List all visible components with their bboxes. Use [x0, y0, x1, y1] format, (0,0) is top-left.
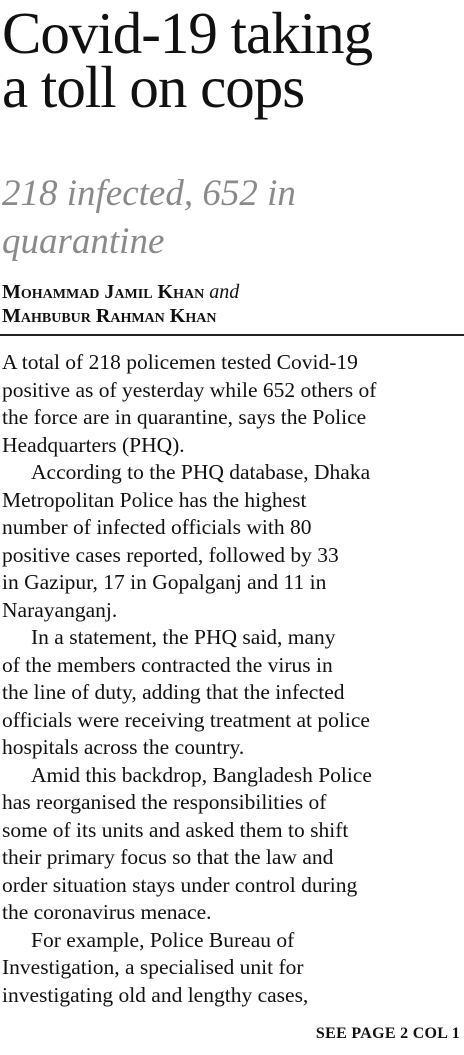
body-line: According to the PHQ database, Dhaka [31, 460, 371, 484]
body-line: Investigation, a specialised unit for [2, 955, 304, 979]
subheadline [2, 170, 462, 266]
author-name: Mahbubur Rahman Khan [2, 305, 217, 327]
byline-line-2 [2, 304, 462, 328]
body-line: in Gazipur, 17 in Gopalganj and 11 in [2, 570, 327, 594]
subheadline-line: 218 infected, 652 in [2, 173, 296, 214]
body-line: investigating old and lengthy cases, [2, 982, 309, 1007]
body-line: the coronavirus menace. [2, 900, 212, 924]
continuation-note: SEE PAGE 2 COL 1 [315, 1025, 460, 1042]
subheadline-line: quarantine [2, 221, 165, 262]
body-line: Narayanganj. [2, 597, 118, 622]
headline-line: Covid-19 taking [2, 0, 373, 66]
body-line: has reorganised the responsibilities of [2, 790, 327, 814]
body-line: Amid this backdrop, Bangladesh Police [31, 762, 372, 787]
body-line: of the members contracted the virus in [2, 652, 333, 677]
byline [2, 280, 462, 328]
divider-rule [0, 334, 464, 336]
body-line: Metropolitan Police has the highest [2, 487, 307, 512]
body-line: positive cases reported, followed by 33 [2, 542, 339, 567]
body-line: positive as of yesterday while 652 others of [2, 377, 377, 402]
body-line: some of its units and asked them to shift [2, 817, 349, 842]
body-line: the line of duty, adding that the infected [2, 680, 345, 704]
article-body [2, 349, 464, 1009]
body-line: order situation stays under control during [2, 872, 358, 897]
body-line: Headquarters (PHQ). [2, 432, 185, 457]
body-line: officials were receiving treatment at police [2, 707, 370, 732]
headline-line: a toll on cops [2, 54, 305, 120]
headline [2, 0, 464, 120]
body-line: In a statement, the PHQ said, many [31, 625, 336, 649]
body-line: For example, Police Bureau of [31, 927, 295, 952]
body-line: hospitals across the country. [2, 735, 245, 759]
body-line: number of infected officials with 80 [2, 515, 312, 539]
author-name: Mohammad Jamil Khan [2, 281, 205, 303]
byline-line-1 [2, 280, 462, 304]
byline-conjunction: and [209, 281, 240, 303]
body-line: the force are in quarantine, says the Police [2, 405, 367, 429]
body-line: their primary focus so that the law and [2, 845, 334, 869]
body-line: A total of 218 policemen tested Covid-19 [2, 350, 358, 374]
